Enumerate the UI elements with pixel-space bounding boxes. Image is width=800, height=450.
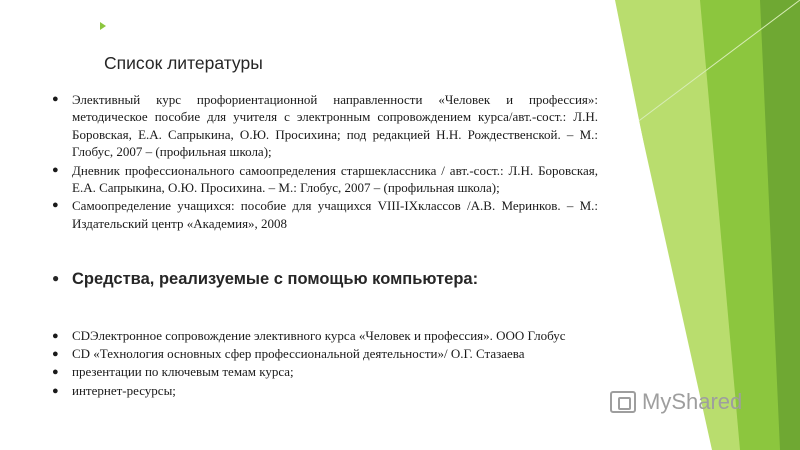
slide-title: Список литературы: [104, 53, 263, 73]
bullet-icon: ●: [52, 271, 60, 285]
tool-item-2: [52, 345, 652, 363]
tool-text-1: CDЭлектронное сопровождение элективного курса «Человек и профессия». ООО Глобус: [72, 328, 566, 343]
tool-text-3: презентации по ключевым темам курса;: [72, 364, 294, 380]
reference-list: [52, 91, 598, 233]
tools-list: [52, 327, 652, 400]
bullet-icon: ●: [52, 384, 59, 397]
bullet-icon: ●: [52, 366, 59, 379]
tool-text-2: CD «Технология основных сфер профессиональной деятельности»/ О.Г. Стазаева: [72, 346, 525, 362]
reference-item-2: [52, 162, 598, 197]
bullet-icon: ●: [52, 93, 59, 105]
reference-text-2: Дневник профессионального самоопределения старшеклассника / авт.-сост.: Л.Н. Боровская, Е.А. Сапрыкина, О.Ю. Просихина. – М.: Глобус, 2007 – (профильная школа);: [72, 162, 598, 196]
bullet-icon: ●: [52, 163, 59, 176]
tool-item-4: [52, 382, 652, 400]
bullet-icon: ●: [52, 199, 59, 212]
bullet-icon: ●: [52, 348, 59, 361]
reference-item-3: [52, 197, 598, 232]
section-heading: [52, 270, 478, 289]
bullet-icon: ●: [52, 330, 59, 342]
myshared-logo-icon: [610, 391, 636, 413]
watermark-text: MyShared: [642, 389, 743, 414]
tool-item-1: [52, 327, 652, 345]
reference-item-1: [52, 91, 598, 161]
watermark: [610, 389, 742, 415]
section-heading-text: Средства, реализуемые с помощью компьютера:: [72, 270, 479, 288]
reference-text-3: Самоопределение учащихся: пособие для учащихся VIII-IXклассов /А.В. Меринков. – М.: Издательский центр «Академия», 2008: [72, 198, 598, 231]
reference-text-1: Элективный курс профориентационной направленности «Человек и профессия»: методическое пособие для учителя с электронным сопровождением курса/авт.-сост.: Л.Н. Боровская, Е.А. Сапрыкина, О.Ю. Просихина; под редакцией Н.Н. Рождественской. – М.: Глобус, 2007 – (профильная школа);: [72, 92, 598, 160]
tool-item-3: [52, 363, 652, 381]
tool-text-4: интернет-ресурсы;: [72, 382, 176, 398]
